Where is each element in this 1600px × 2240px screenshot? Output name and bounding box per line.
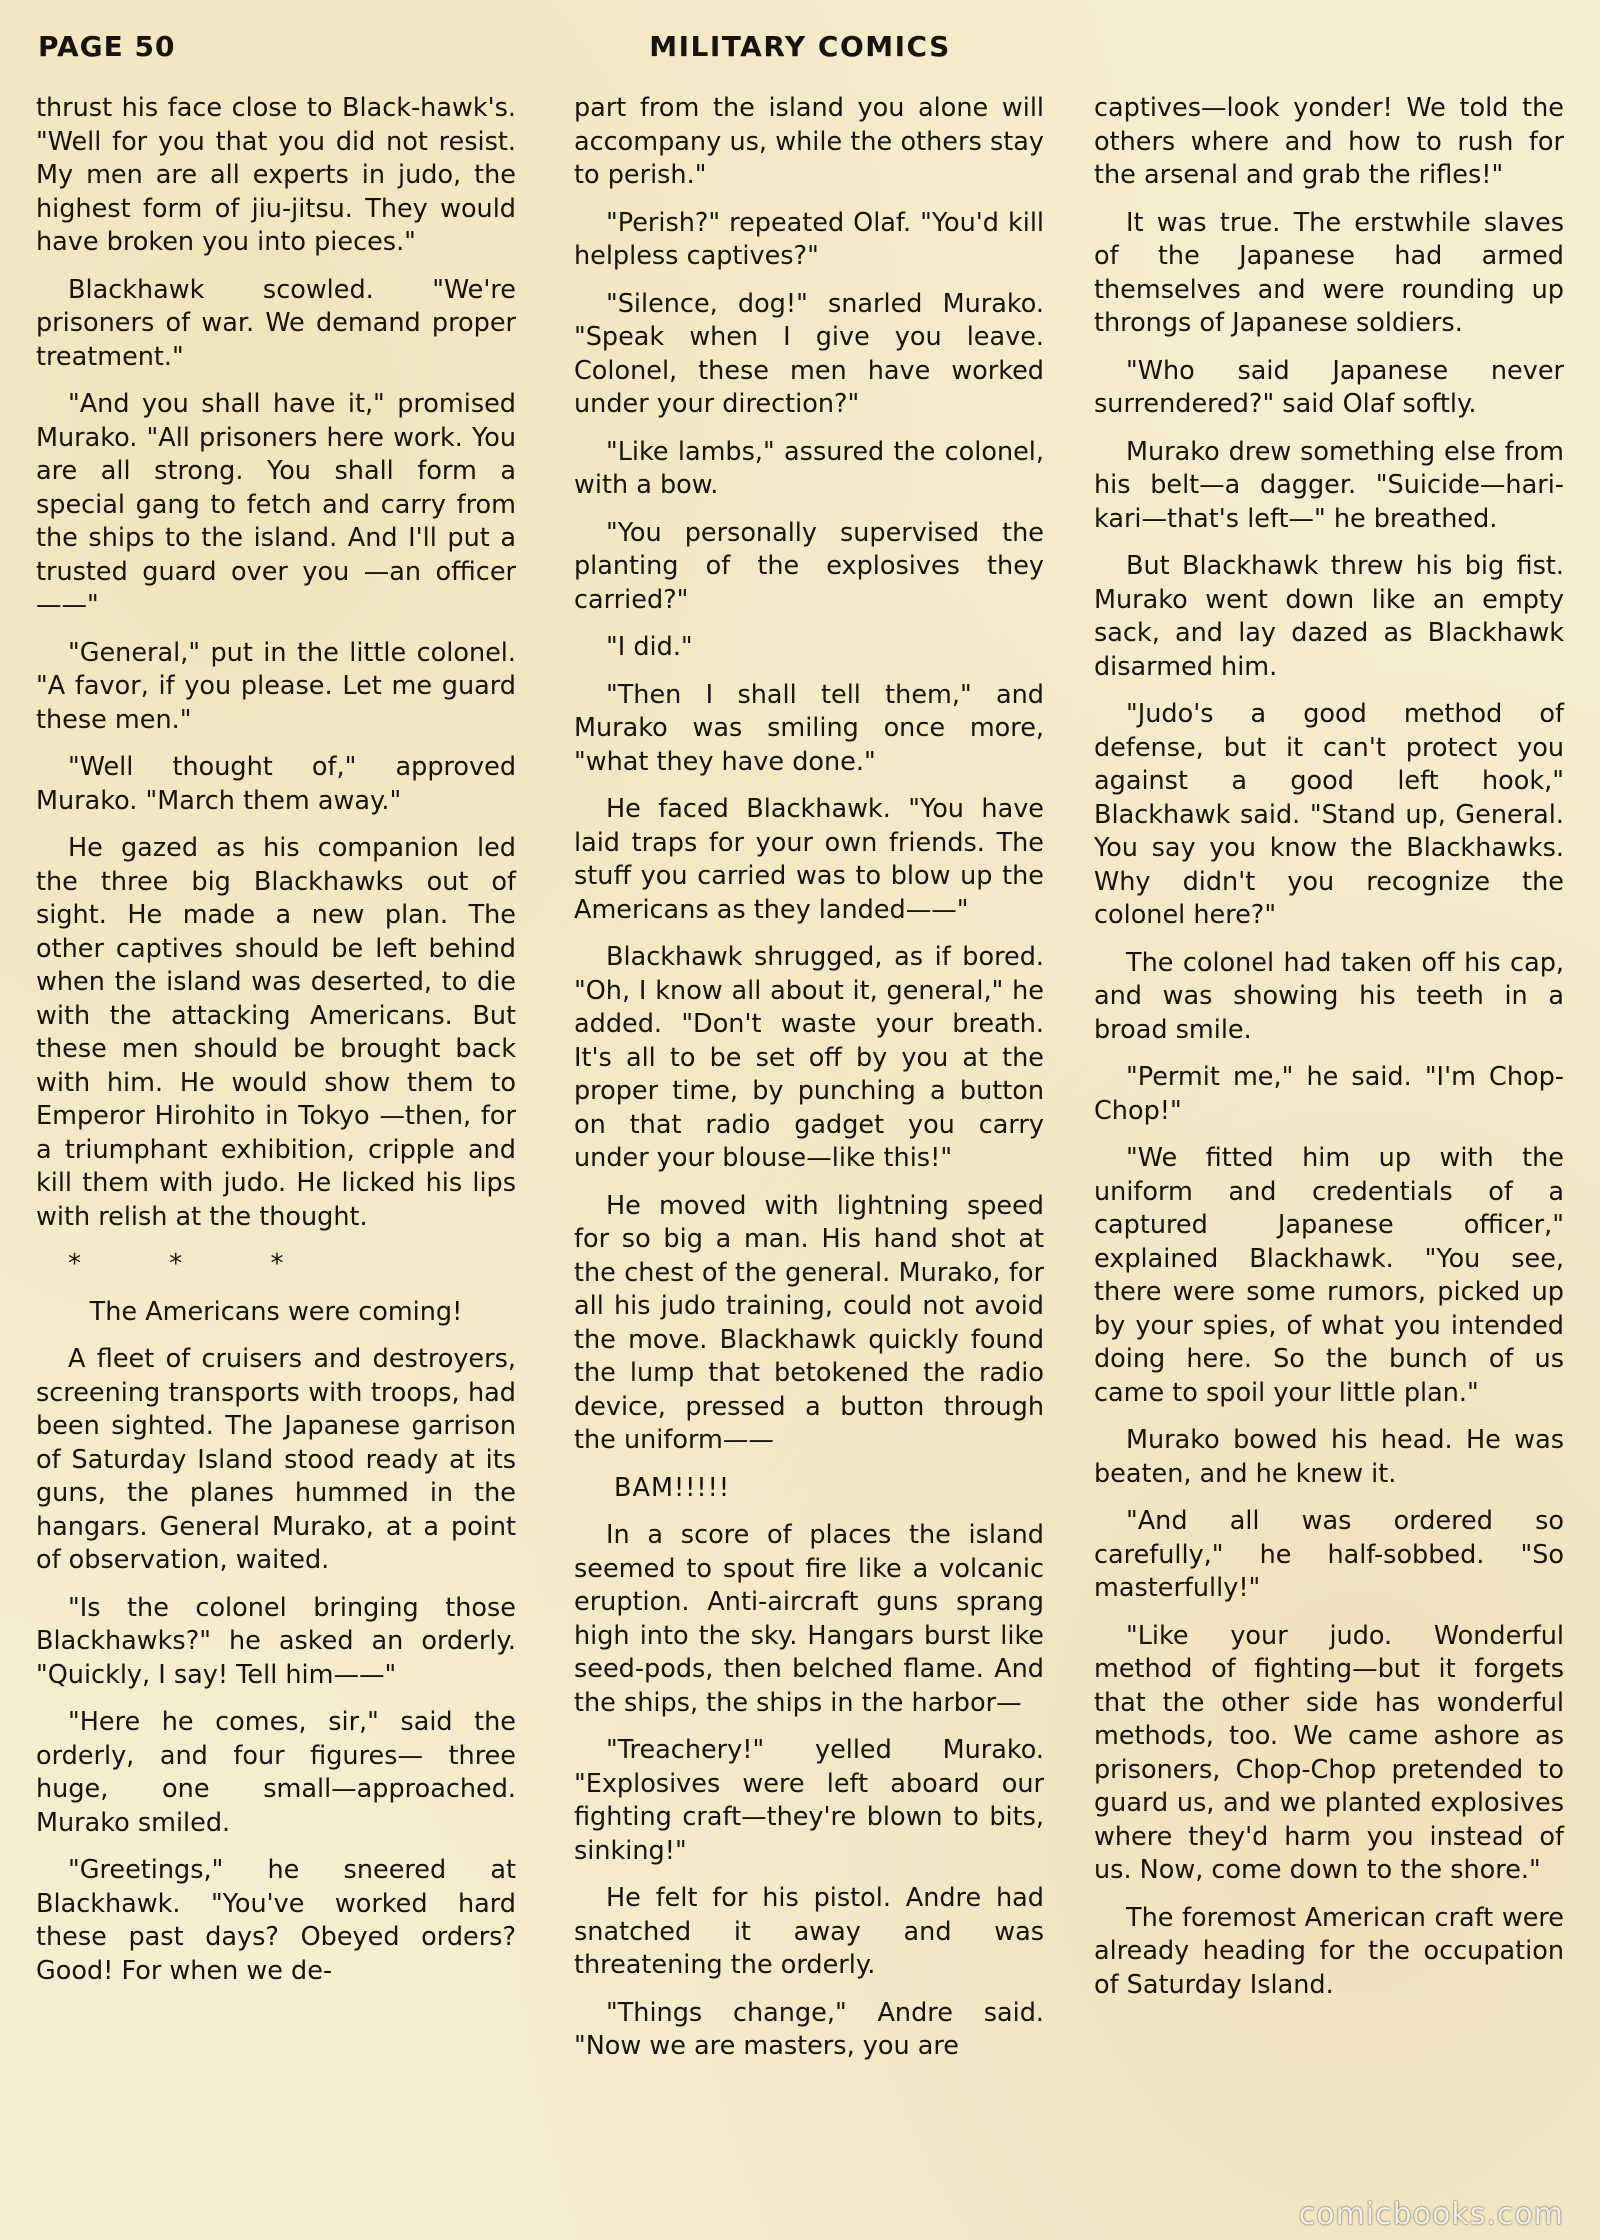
sound-effect: BAM!!!!! <box>614 1472 731 1503</box>
paragraph: He felt for his pistol. Andre had snatched it away and was threatening the orderly. <box>574 1883 1044 1980</box>
paragraph: The Americans were coming! <box>89 1296 463 1327</box>
paragraph: "General," put in the little colonel. "A favor, if you please. Let me guard these men." <box>36 637 516 735</box>
paragraph: "Perish?" repeated Olaf. "You'd kill helpless captives?" <box>574 207 1044 271</box>
paragraph: He gazed as his companion led the three big Blackhawks out of sight. He made a new plan. The other captives should be left behind when the island was deserted, to die with the attacking Americans. But these men should be brought back with him. He would show them to Emperor Hirohito in Tokyo —then, for a triumphant exhibition, cripple and kill them with judo. He licked his lips with relish at the thought. <box>36 833 516 1232</box>
page-header <box>38 30 1562 70</box>
paragraph: Blackhawk scowled. "We're prisoners of war. We demand proper treatment." <box>36 274 516 372</box>
paragraph: "Greetings," he sneered at Blackhawk. "You've worked hard these past days? Obeyed orders? Good! For when we de- <box>36 1855 516 1986</box>
paragraph: "We fitted him up with the uniform and credentials of a captured Japanese officer," explained Blackhawk. "You see, there were some rumors, picked up by your spies, of what you intended doing here. So the bunch of us came to spoil your little plan." <box>1094 1143 1564 1408</box>
paragraph: The colonel had taken off his cap, and was showing his teeth in a broad smile. <box>1094 947 1564 1045</box>
paragraph: "Silence, dog!" snarled Murako. "Speak when I give you leave. Colonel, these men have worked under your direction?" <box>574 288 1044 419</box>
paragraph: "Things change," Andre said. "Now we are masters, you are <box>574 1997 1044 2061</box>
paragraph: "Then I shall tell them," and Murako was smiling once more, "what they have done." <box>574 679 1044 777</box>
paragraph: Blackhawk shrugged, as if bored. "Oh, I know all about it, general," he added. "Don't waste your breath. It's all to be set off by you at the proper time, by punching a button on that radio gadget you carry under your blouse—like this!" <box>574 942 1044 1173</box>
site-watermark: comicbooks.com <box>1298 2197 1564 2232</box>
paragraph: "Treachery!" yelled Murako. "Explosives were left aboard our fighting craft—they're blown to bits, sinking!" <box>574 1735 1044 1866</box>
paragraph: "Permit me," he said. "I'm Chop-Chop!" <box>1094 1062 1564 1126</box>
paragraph: "I did." <box>606 632 693 662</box>
paragraph: "Well thought of," approved Murako. "March them away." <box>36 752 516 816</box>
page-number: PAGE 50 <box>38 30 176 63</box>
paragraph: He faced Blackhawk. "You have laid traps for your own friends. The stuff you carried was to blow up the Americans as they landed——" <box>574 794 1044 925</box>
text-column-1 <box>36 92 516 2002</box>
paragraph: He moved with lightning speed for so big a man. His hand shot at the chest of the general. Murako, for all his judo training, could not avoid the move. Blackhawk quickly found the lump that betokened the radio device, pressed a button through the uniform—— <box>574 1190 1044 1455</box>
magazine-title: MILITARY COMICS <box>649 30 951 63</box>
paragraph: thrust his face close to Black-hawk's. "Well for you that you did not resist. My men are all experts in judo, the highest form of jiu-jitsu. They would have broken you into pieces." <box>36 93 516 257</box>
paragraph: But Blackhawk threw his big fist. Murako went down like an empty sack, and lay dazed as Blackhawk disarmed him. <box>1094 551 1564 682</box>
paragraph: "And all was ordered so carefully," he half-sobbed. "So masterfully!" <box>1094 1506 1564 1603</box>
paragraph: "Here he comes, sir," said the orderly, and four figures— three huge, one small—approached. Murako smiled. <box>36 1707 516 1838</box>
paragraph: "Who said Japanese never surrendered?" said Olaf softly. <box>1094 355 1564 419</box>
paragraph: "Judo's a good method of defense, but it can't protect you against a good left hook," Blackhawk said. "Stand up, General. You say you know the Blackhawks. Why didn't you recognize the colonel here?" <box>1094 699 1564 930</box>
paragraph: captives—look yonder! We told the others where and how to rush for the arsenal and grab the rifles!" <box>1094 93 1564 190</box>
paragraph: "Like your judo. Wonderful method of fighting—but it forgets that the other side has wonderful methods, too. We came ashore as prisoners, Chop-Chop pretended to guard us, and we planted explosives where they'd harm you instead of us. Now, come down to the shore." <box>1094 1620 1564 1885</box>
paragraph: A fleet of cruisers and destroyers, screening transports with troops, had been sighted. The Japanese garrison of Saturday Island stood ready at its guns, the planes hummed in the hangars. General Murako, at a point of observation, waited. <box>36 1344 516 1575</box>
paragraph: In a score of places the island seemed to spout fire like a volcanic eruption. Anti-aircraft guns sprang high into the sky. Hangars burst like seed-pods, then belched flame. And the ships, the ships in the harbor— <box>574 1520 1044 1718</box>
paragraph: "And you shall have it," promised Murako. "All prisoners here work. You are all strong. You shall form a special gang to fetch and carry from the ships to the island. And I'll put a trusted guard over you —an officer——" <box>36 389 516 620</box>
paragraph: Murako bowed his head. He was beaten, and he knew it. <box>1094 1425 1564 1489</box>
paragraph: The foremost American craft were already heading for the occupation of Saturday Island. <box>1094 1902 1564 2000</box>
paragraph: "You personally supervised the planting of the explosives they carried?" <box>574 517 1044 615</box>
paragraph: "Is the colonel bringing those Blackhawks?" he asked an orderly. "Quickly, I say! Tell him——" <box>36 1592 516 1690</box>
paragraph: Murako drew something else from his belt—a dagger. "Suicide—hari-kari—that's left—" he breathed. <box>1094 436 1564 534</box>
text-column-2 <box>574 92 1044 2078</box>
section-break: * * * <box>68 1249 324 1279</box>
text-column-3 <box>1094 92 1564 2016</box>
paragraph: "Like lambs," assured the colonel, with a bow. <box>574 436 1044 500</box>
paragraph: part from the island you alone will accompany us, while the others stay to perish." <box>574 93 1044 190</box>
paragraph: It was true. The erstwhile slaves of the Japanese had armed themselves and were rounding up throngs of Japanese soldiers. <box>1094 207 1564 338</box>
